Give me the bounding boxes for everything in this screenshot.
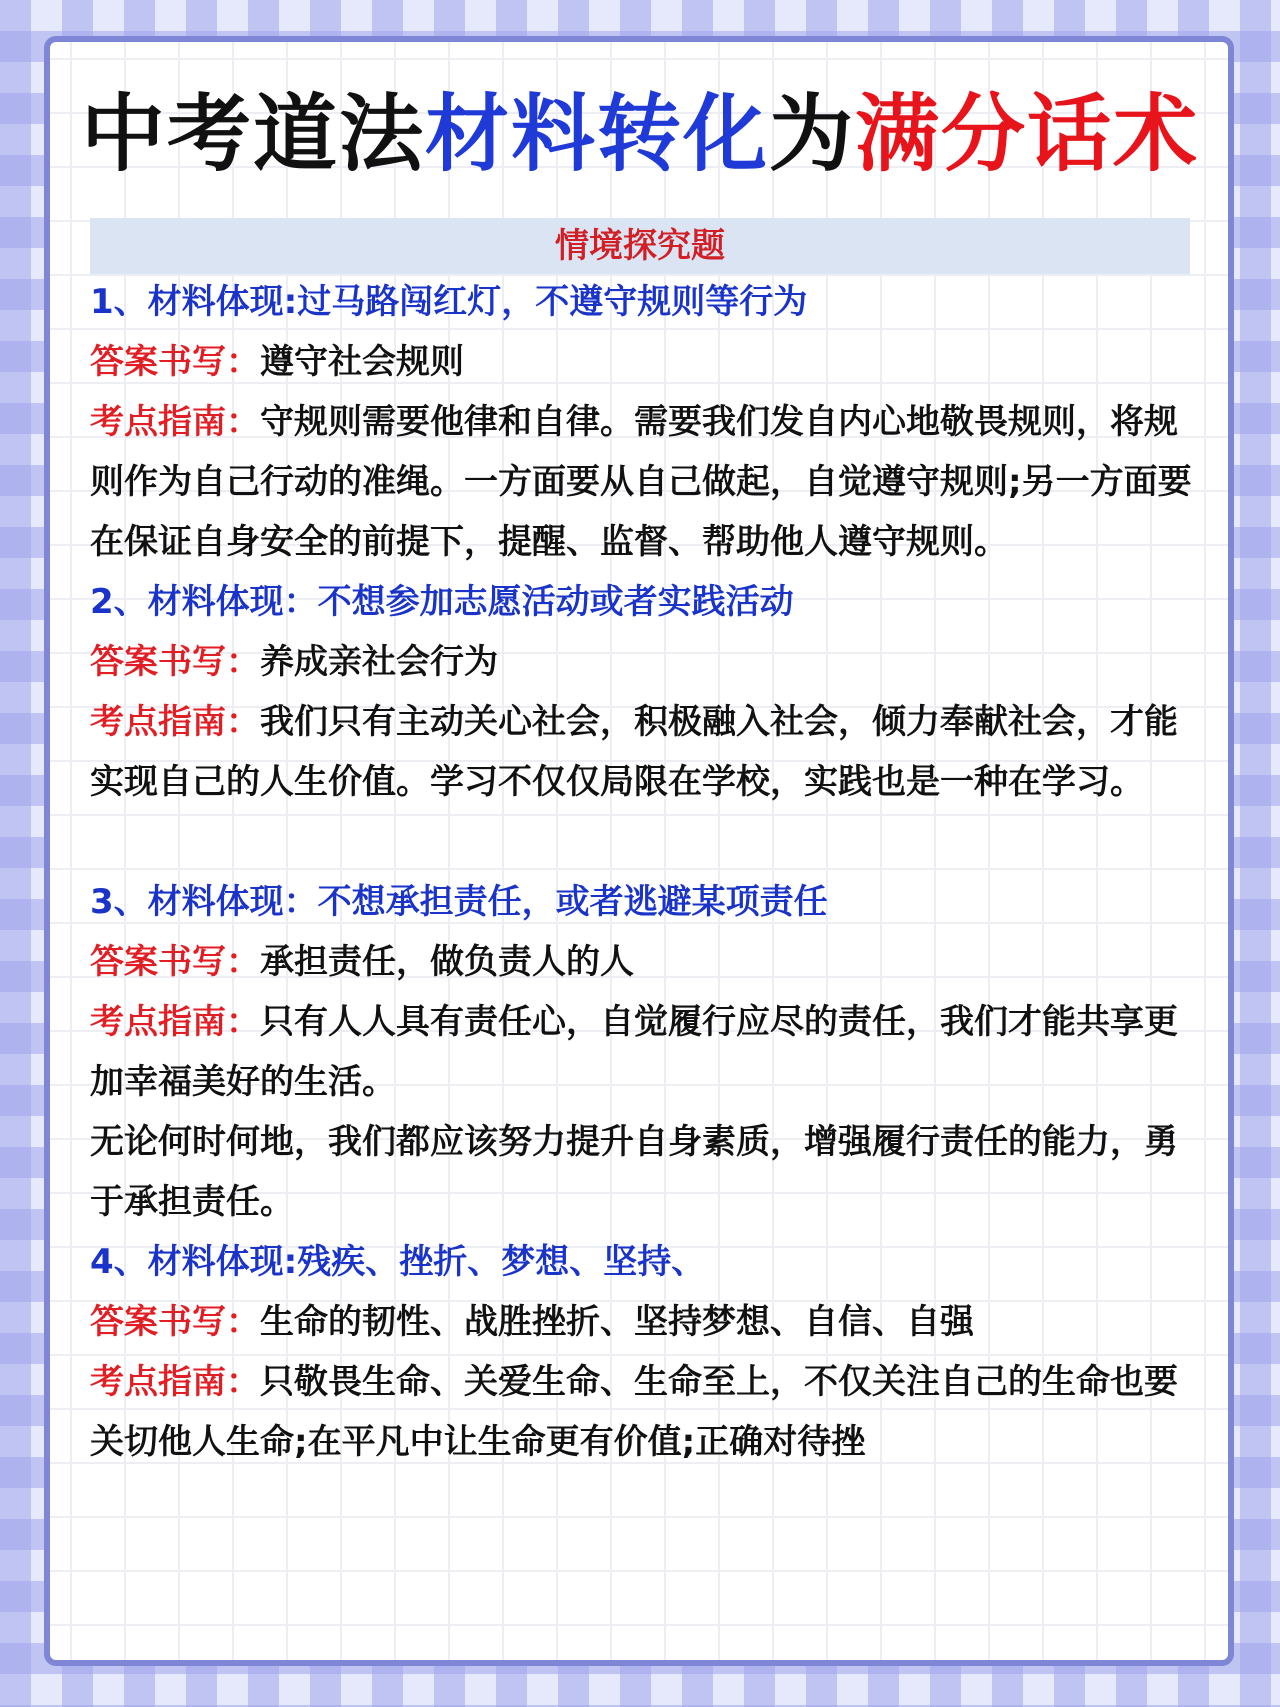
item-1-guide-text: 守规则需要他律和自律。需要我们发自内心地敬畏规则，将规则作为自己行动的准绳。一方面要从自己做起，自觉遵守规则;另一方面要在保证自身安全的前提下，提醒、监督、帮助他人遵守规则。 xyxy=(90,402,1192,562)
item-2-guide xyxy=(90,692,1200,812)
guide-label: 考点指南： xyxy=(90,702,260,742)
item-4-question: 4、材料体现:残疾、挫折、梦想、坚持、 xyxy=(90,1242,706,1282)
section-banner: 情境探究题 xyxy=(90,218,1190,274)
guide-label: 考点指南： xyxy=(90,1002,260,1042)
item-3-guide-text: 只有人人具有责任心，自觉履行应尽的责任，我们才能共享更加幸福美好的生活。 xyxy=(90,1002,1178,1102)
page-title xyxy=(0,84,1280,184)
item-3-question: 3、材料体现：不想承担责任，或者逃避某项责任 xyxy=(90,882,828,922)
item-2-guide-text: 我们只有主动关心社会，积极融入社会，倾力奉献社会，才能实现自己的人生价值。学习不仅仅局限在学校，实践也是一种在学习。 xyxy=(90,702,1178,802)
item-3-answer-text: 承担责任，做负责人的人 xyxy=(260,942,634,982)
item-1-guide xyxy=(90,392,1200,572)
spacer xyxy=(90,812,1200,872)
title-part-1: 中考道法 xyxy=(80,85,425,183)
guide-label: 考点指南： xyxy=(90,402,260,442)
item-1-answer-text: 遵守社会规则 xyxy=(260,342,464,382)
item-4-guide xyxy=(90,1352,1200,1472)
answer-label: 答案书写： xyxy=(90,642,260,682)
answer-label: 答案书写： xyxy=(90,1302,260,1342)
guide-label: 考点指南： xyxy=(90,1362,260,1402)
item-1-answer xyxy=(90,332,1200,392)
title-part-4: 满分话术 xyxy=(855,85,1200,183)
answer-label: 答案书写： xyxy=(90,942,260,982)
title-part-2: 材料转化 xyxy=(424,85,769,183)
item-2-answer-text: 养成亲社会行为 xyxy=(260,642,498,682)
item-4-guide-text: 只敬畏生命、关爱生命、生命至上，不仅关注自己的生命也要关切他人生命;在平凡中让生命更有价值;正确对待挫 xyxy=(90,1362,1178,1462)
item-3-guide xyxy=(90,992,1200,1112)
item-4-answer xyxy=(90,1292,1200,1352)
item-3-extra-text: 无论何时何地，我们都应该努力提升自身素质，增强履行责任的能力，勇于承担责任。 xyxy=(90,1122,1178,1222)
title-part-3: 为 xyxy=(769,85,856,183)
item-4-answer-text: 生命的韧性、战胜挫折、坚持梦想、自信、自强 xyxy=(260,1302,974,1342)
item-2-answer xyxy=(90,632,1200,692)
item-1-question: 1、材料体现:过马路闯红灯，不遵守规则等行为 xyxy=(90,282,808,322)
answer-label: 答案书写： xyxy=(90,342,260,382)
item-3-answer xyxy=(90,932,1200,992)
item-2-question: 2、材料体现：不想参加志愿活动或者实践活动 xyxy=(90,582,794,622)
question-list xyxy=(90,272,1200,1472)
